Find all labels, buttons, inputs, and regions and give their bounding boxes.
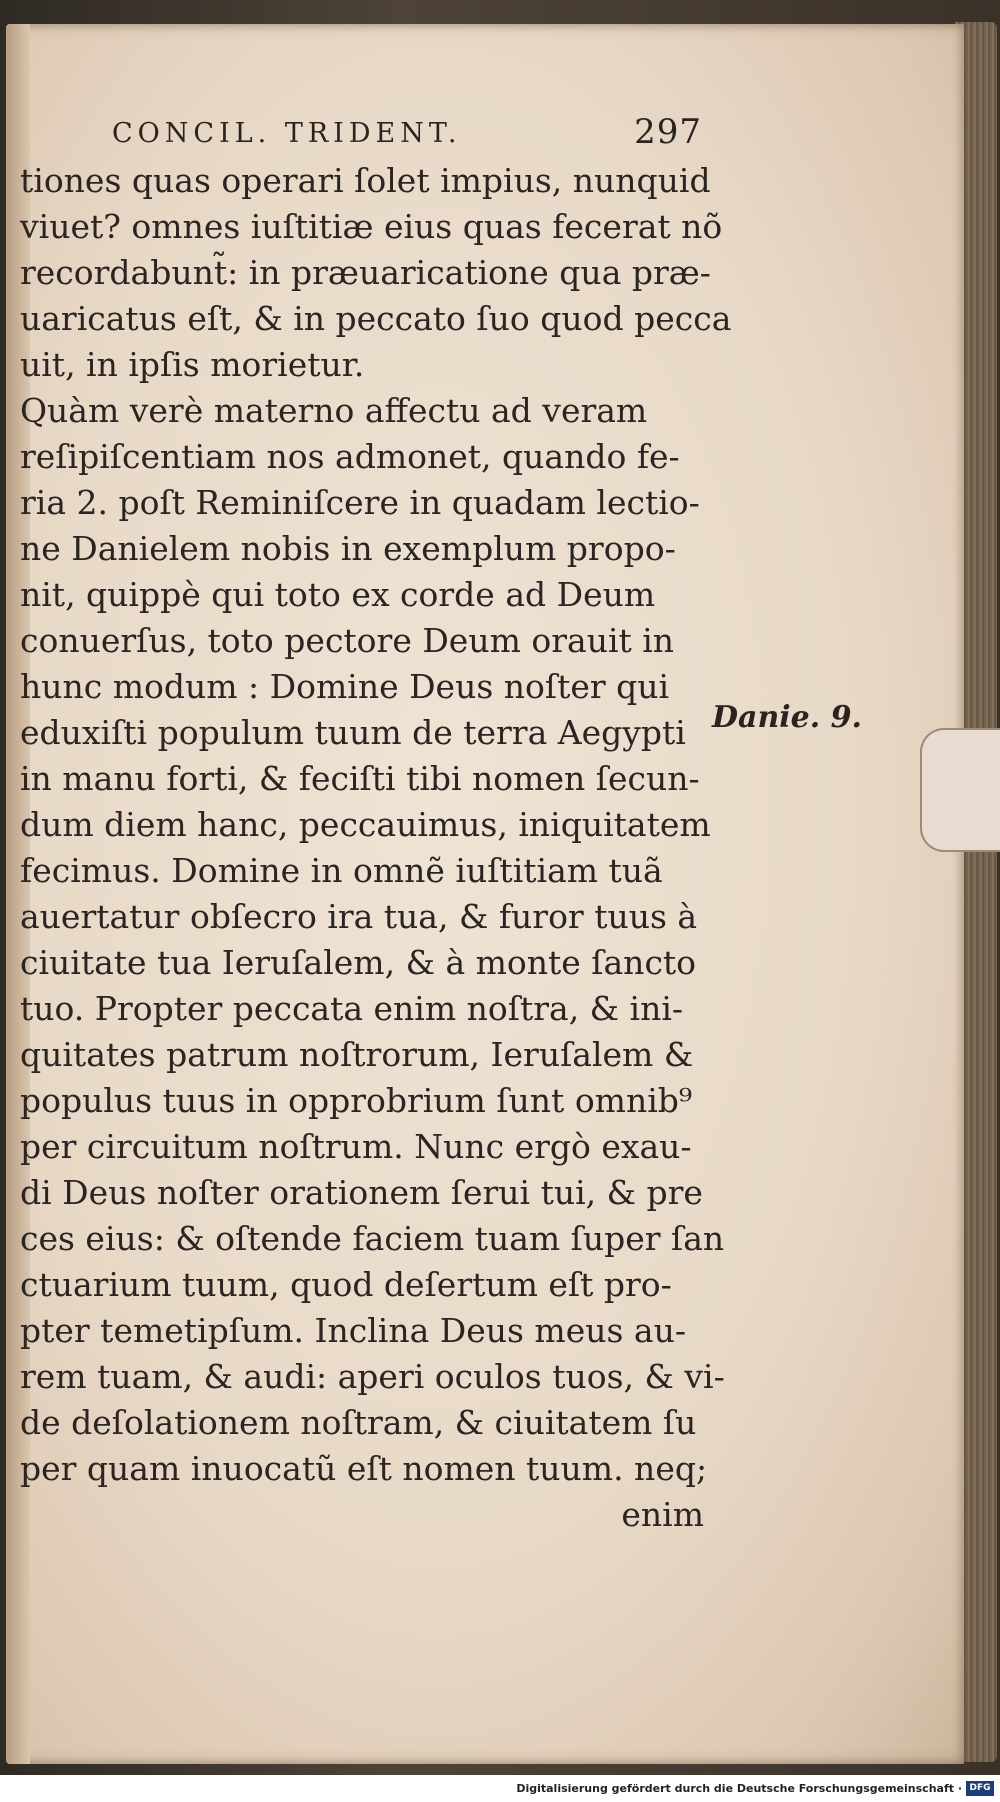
text-line: fecimus. Domine in omnẽ iuſtitiam tuã	[20, 851, 663, 890]
text-line: nit, quippè qui toto ex corde ad Deum	[20, 575, 656, 614]
text-line: ria 2. poſt Reminiſcere in quadam lectio-	[20, 483, 700, 522]
text-line: Quàm verè materno affectu ad veram	[20, 391, 648, 430]
text-line: in manu forti, & feciſti tibi nomen ſecun-	[20, 759, 700, 798]
text-line: tiones quas operari ſolet impius, nunquid	[20, 161, 711, 200]
text-line: dum diem hanc, peccauimus, iniquitatem	[20, 805, 711, 844]
body-text	[20, 158, 732, 1538]
text-line: hunc modum : Domine Deus noſter qui	[20, 667, 670, 706]
text-line: recordabunt̃: in præuaricatione qua præ-	[20, 253, 711, 292]
text-line: per quam inuocatũ eſt nomen tuum. neq;	[20, 1449, 708, 1488]
text-line: ne Danielem nobis in exemplum propo-	[20, 529, 676, 568]
text-line: reſipiſcentiam nos admonet, quando fe-	[20, 437, 680, 476]
text-line: per circuitum noſtrum. Nunc ergò exau-	[20, 1127, 692, 1166]
text-line: uaricatus eſt, & in peccato ſuo quod pecca	[20, 299, 732, 338]
page-header	[112, 112, 702, 160]
page-number: 297	[634, 112, 702, 152]
page-tab	[920, 728, 1000, 852]
text-line: eduxiſti populum tuum de terra Aegypti	[20, 713, 686, 752]
text-line: ciuitate tua Ieruſalem, & à monte ſancto	[20, 943, 697, 982]
text-line: conuerſus, toto pectore Deum orauit in	[20, 621, 675, 660]
running-title: CONCIL. TRIDENT.	[112, 118, 462, 149]
catchword: enim	[621, 1495, 704, 1534]
text-line: ctuarium tuum, quod deſertum eſt pro-	[20, 1265, 672, 1304]
text-line: viuet? omnes iuſtitiæ eius quas fecerat nõ	[20, 207, 723, 246]
text-line: ces eius: & oſtende faciem tuam ſuper ſan	[20, 1219, 725, 1258]
text-line: quitates patrum noſtrorum, Ieruſalem &	[20, 1035, 694, 1074]
text-line: di Deus noſter orationem ſerui tui, & pre	[20, 1173, 703, 1212]
text-line: uit, in ipſis morietur.	[20, 345, 365, 384]
text-line: pter temetipſum. Inclina Deus meus au-	[20, 1311, 687, 1350]
text-line: rem tuam, & audi: aperi oculos tuos, & vi-	[20, 1357, 725, 1396]
dfg-logo: DFG	[966, 1781, 994, 1796]
text-line: auertatur obſecro ira tua, & furor tuus à	[20, 897, 698, 936]
digitization-credit: Digitalisierung gefördert durch die Deutsche Forschungsgemeinschaft ·	[516, 1782, 962, 1795]
text-line: populus tuus in opprobrium ſunt omnib⁹	[20, 1081, 693, 1120]
text-line: tuo. Propter peccata enim noſtra, & ini-	[20, 989, 684, 1028]
marginal-note: Danie. 9.	[712, 700, 862, 735]
text-line: de deſolationem noſtram, & ciuitatem ſu	[20, 1403, 697, 1442]
